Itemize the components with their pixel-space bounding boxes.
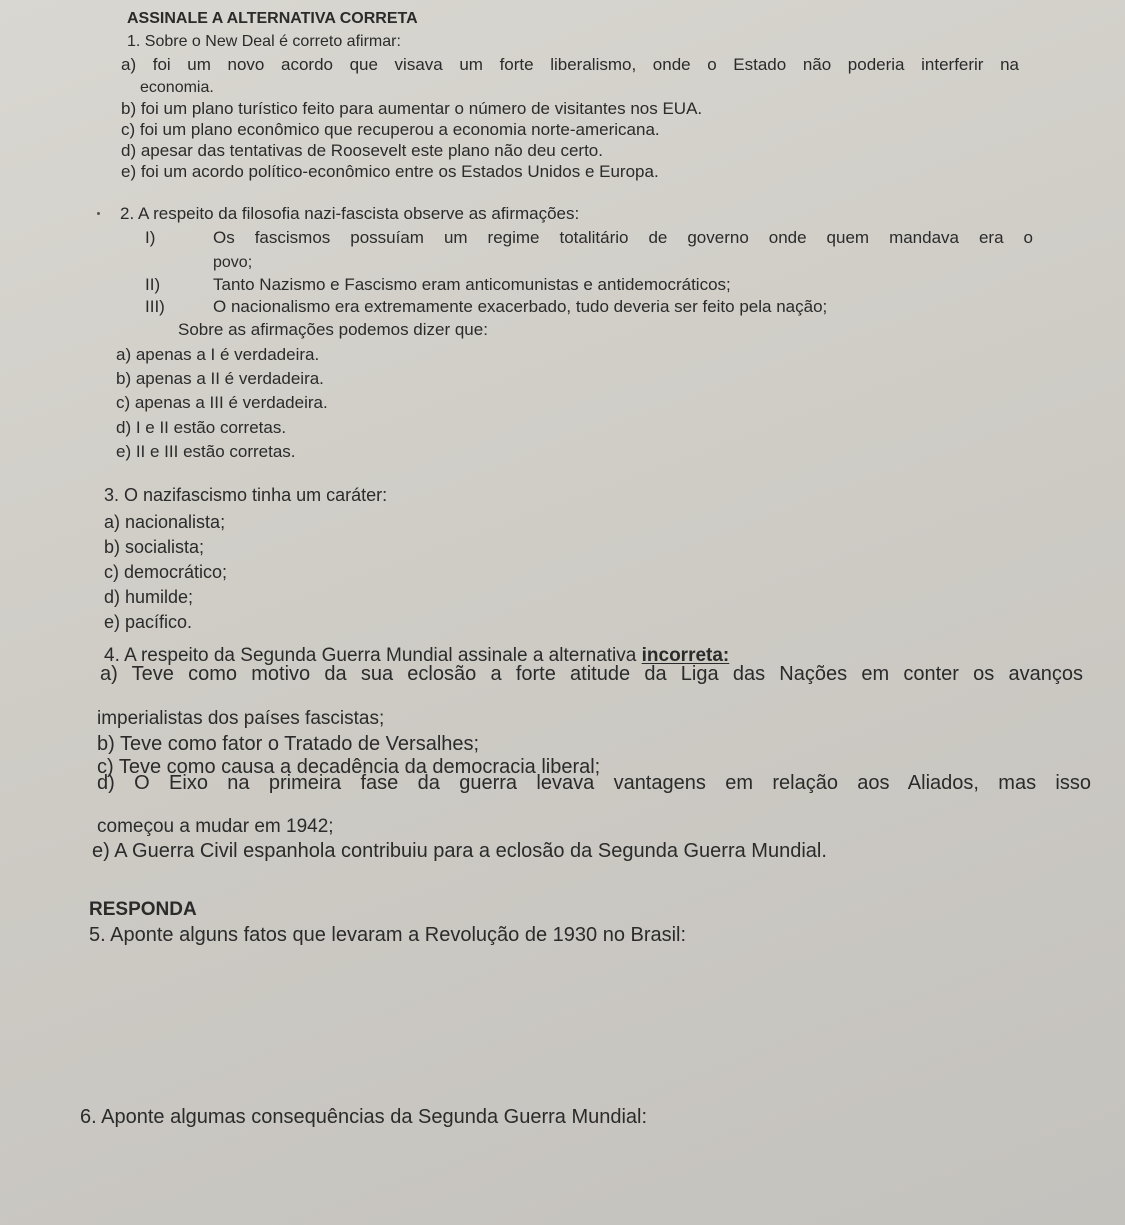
q5-question: 5. Aponte alguns fatos que levaram a Revolução de 1930 no Brasil: [89, 924, 687, 946]
q2-statement-i-cont: povo; [213, 254, 253, 271]
q2-statement-i-label: I) [145, 228, 156, 247]
q1-option-b: b) foi um plano turístico feito para aumentar o número de visitantes nos EUA. [121, 99, 703, 118]
q4-question-text: 4. A respeito da Segunda Guerra Mundial assinale a alternativa [104, 645, 642, 666]
q2-statement-iii: O nacionalismo era extremamente exacerbado, tudo deveria ser feito pela nação; [213, 297, 828, 316]
q2-option-a: a) apenas a I é verdadeira. [116, 345, 320, 364]
q2-statement-ii-label: II) [145, 275, 161, 294]
q2-option-c: c) apenas a III é verdadeira. [116, 393, 328, 412]
q4-option-a-cont: imperialistas dos países fascistas; [97, 708, 385, 729]
q2-statement-iii-label: III) [145, 297, 165, 316]
q2-option-d: d) I e II estão corretas. [116, 418, 287, 437]
q4-option-e: e) A Guerra Civil espanhola contribuiu para a eclosão da Segunda Guerra Mundial. [92, 840, 827, 862]
q2-question: 2. A respeito da filosofia nazi-fascista observe as afirmações: [120, 204, 580, 223]
q2-statement-i: Os fascismos possuíam um regime totalitário de governo onde quem mandava era o [213, 228, 1033, 247]
bullet-dot [97, 212, 100, 215]
q3-option-c: c) democrático; [104, 562, 228, 582]
q2-option-e: e) II e III estão corretas. [116, 442, 296, 461]
q1-option-c: c) foi um plano econômico que recuperou a economia norte-americana. [121, 120, 660, 139]
q3-option-d: d) humilde; [104, 587, 194, 607]
q4-option-a: a) Teve como motivo da sua eclosão a forte atitude da Liga das Nações em conter os avanços [100, 663, 1083, 685]
q4-option-b: b) Teve como fator o Tratado de Versalhes; [97, 733, 480, 755]
section-header-responda: RESPONDA [89, 899, 197, 920]
q2-option-b: b) apenas a II é verdadeira. [116, 369, 324, 388]
q1-option-a: a) foi um novo acordo que visava um forte liberalismo, onde o Estado não poderia interferir na [121, 55, 1019, 74]
q1-option-a-cont: economia. [140, 79, 214, 96]
q1-option-d: d) apesar das tentativas de Roosevelt este plano não deu certo. [121, 141, 603, 160]
q2-statement-ii: Tanto Nazismo e Fascismo eram anticomunistas e antidemocráticos; [213, 275, 731, 294]
q2-prompt: Sobre as afirmações podemos dizer que: [178, 320, 488, 339]
q3-option-a: a) nacionalista; [104, 512, 226, 532]
q4-option-d-cont: começou a mudar em 1942; [97, 816, 334, 837]
section-header-assinale: ASSINALE A ALTERNATIVA CORRETA [127, 10, 418, 27]
q4-question-emphasis: incorreta: [641, 645, 730, 666]
q1-option-e: e) foi um acordo político-econômico entre os Estados Unidos e Europa. [121, 162, 659, 181]
q1-question: 1. Sobre o New Deal é correto afirmar: [127, 33, 401, 50]
q6-question: 6. Aponte algumas consequências da Segunda Guerra Mundial: [80, 1106, 648, 1128]
q3-option-b: b) socialista; [104, 537, 205, 557]
q3-question: 3. O nazifascismo tinha um caráter: [104, 485, 388, 505]
q3-option-e: e) pacífico. [104, 612, 193, 632]
q4-option-c: c) Teve como causa a decadência da democracia liberal; [97, 756, 601, 778]
q4-option-d: d) O Eixo na primeira fase da guerra levava vantagens em relação aos Aliados, mas isso [97, 772, 1091, 794]
